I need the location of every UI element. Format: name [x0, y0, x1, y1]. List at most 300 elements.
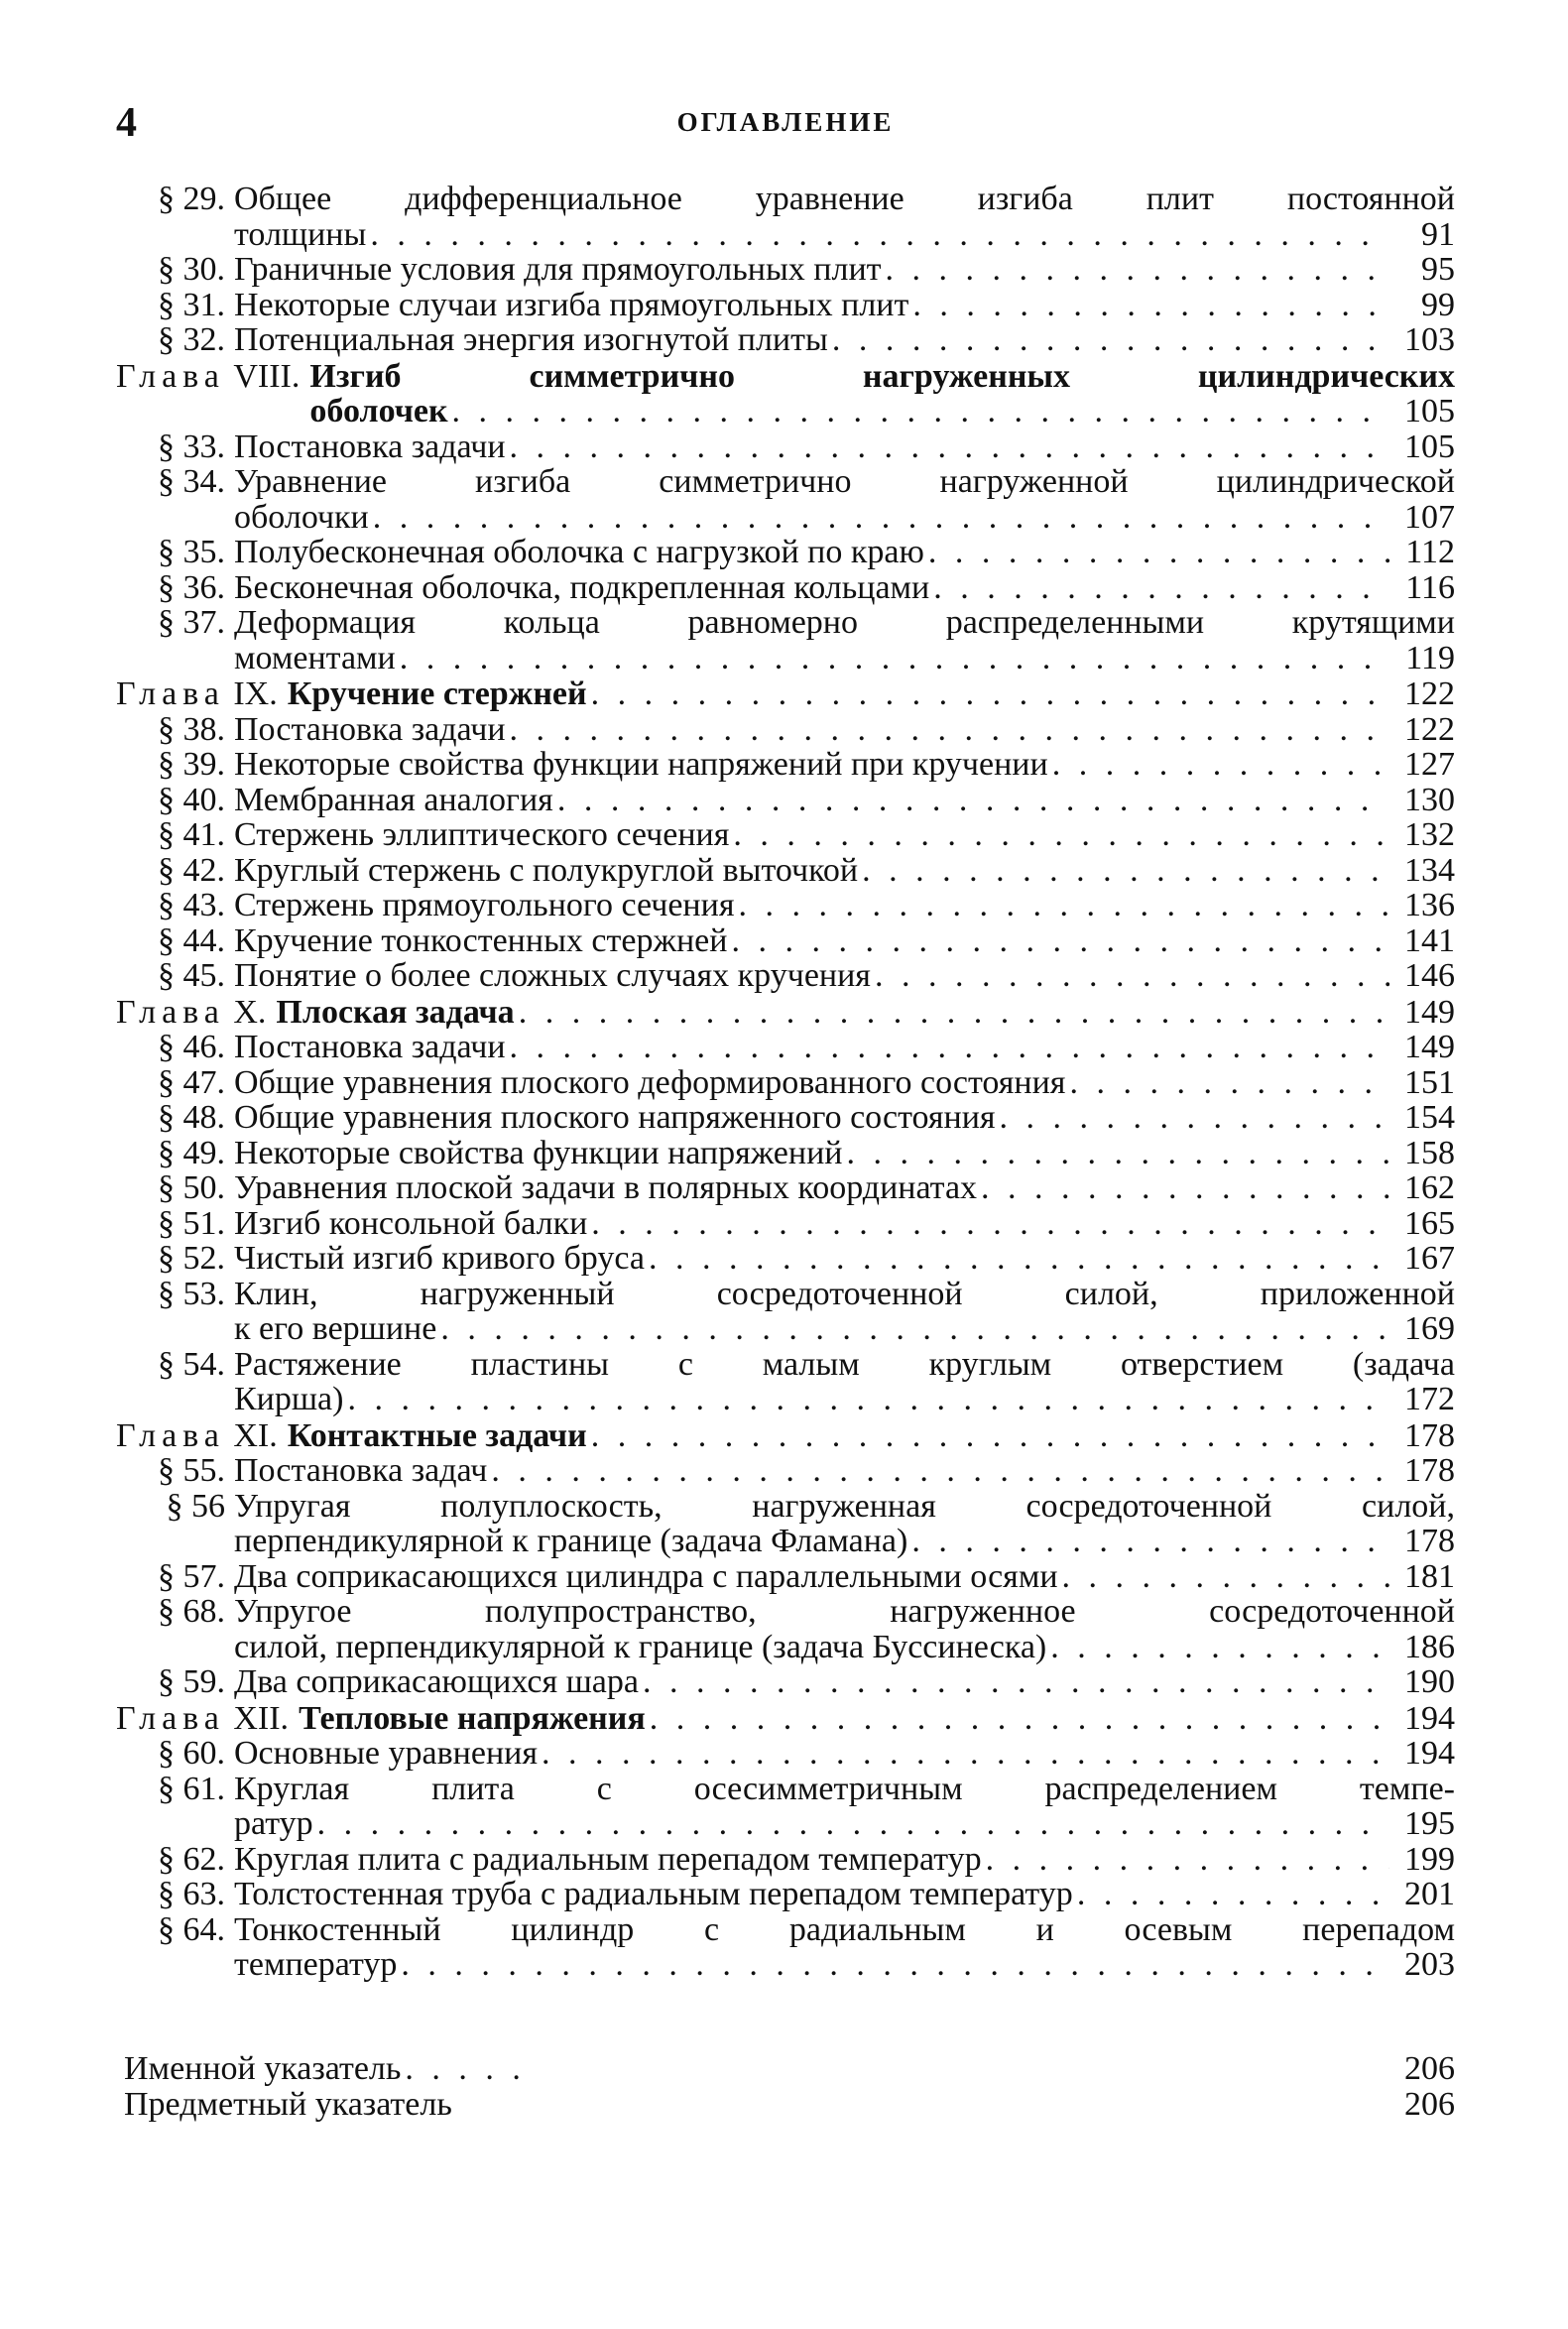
entry-title-last-line [234, 1206, 1455, 1242]
entry-title [234, 1136, 1455, 1171]
table-of-contents [116, 182, 1455, 1983]
dot-leader [912, 288, 1389, 323]
entry-title-line: Основные уравнения [234, 1735, 538, 1772]
toc-section-entry[interactable] [116, 1241, 1455, 1277]
toc-section-entry[interactable] [116, 747, 1455, 783]
toc-entry-line [116, 464, 1455, 535]
dot-leader [510, 429, 1389, 465]
entry-title [234, 1912, 1455, 1983]
entry-title-line: Изгиб консольной балки [234, 1204, 588, 1242]
entry-title-line: Контактные задачи [287, 1416, 587, 1454]
toc-entry-line [116, 1418, 1455, 1454]
dot-leader [347, 1382, 1389, 1417]
entry-title-line: толщины [234, 215, 367, 253]
entry-title [234, 853, 1455, 889]
page-ref: 206 [1404, 2050, 1455, 2087]
dot-leader [557, 783, 1389, 818]
toc-entry-line [116, 1277, 1455, 1347]
entry-title-line: Мембранная аналогия [234, 781, 553, 818]
entry-title-line: Полубесконечная оболочка с нагрузкой по краю [234, 534, 924, 570]
entry-title-line: Постановка задачи [234, 428, 506, 465]
page-header [116, 99, 1455, 149]
section-number: § 64. [158, 1910, 225, 1948]
section-number: § 29. [158, 181, 225, 217]
entry-title-line: Клин, нагруженный сосредоточенной силой, приложенной [234, 1275, 1455, 1312]
entry-title-last-line [234, 958, 1455, 994]
entry-title [234, 1772, 1455, 1842]
toc-section-entry[interactable] [116, 1736, 1455, 1772]
entry-title [234, 1594, 1455, 1664]
entry-title [288, 1418, 1455, 1454]
toc-entry-line [116, 1453, 1455, 1489]
page-ref: 158 [1404, 1134, 1455, 1171]
section-number: § 62. [158, 1840, 225, 1878]
toc-section-entry[interactable] [116, 923, 1455, 959]
entry-title [234, 1877, 1455, 1912]
toc-chapter-entry[interactable] [116, 676, 1455, 712]
dot-leader [591, 676, 1389, 712]
toc-section-entry[interactable] [116, 1065, 1455, 1101]
dot-leader [986, 1842, 1389, 1878]
page-ref: 141 [1404, 921, 1455, 959]
entry-title-last-line [234, 535, 1455, 570]
toc-section-entry[interactable] [116, 1170, 1455, 1206]
chapter-label [116, 1701, 299, 1737]
entry-title [234, 429, 1455, 465]
entry-title-line: ратур [234, 1805, 313, 1842]
toc-section-entry[interactable] [116, 958, 1455, 994]
section-number: § 43. [158, 887, 225, 923]
entry-title-last-line [234, 1170, 1455, 1206]
toc-section-entry[interactable] [116, 783, 1455, 818]
page-ref: 172 [1404, 1381, 1455, 1417]
toc-chapter-entry[interactable] [116, 1418, 1455, 1454]
page-ref: 95 [1421, 251, 1455, 288]
toc-entry-line [116, 1136, 1455, 1171]
entry-title [234, 1489, 1455, 1559]
section-number: § 30. [158, 251, 225, 288]
toc-section-entry[interactable] [116, 182, 1455, 252]
entry-title [234, 252, 1455, 288]
toc-entry-line [116, 1241, 1455, 1277]
section-number: § 49. [158, 1134, 225, 1171]
entry-title-line: Изгиб симметрично нагруженных цилиндрических [309, 357, 1455, 395]
entry-title [234, 783, 1455, 818]
dot-leader [370, 217, 1389, 253]
entry-title [234, 1100, 1455, 1136]
entry-title-line: Два соприкасающихся шара [234, 1663, 639, 1700]
page-ref: 149 [1404, 993, 1455, 1031]
section-number: § 46. [158, 1029, 225, 1065]
toc-entry-line [116, 1842, 1455, 1878]
toc-entry-line [116, 817, 1455, 853]
section-number: § 63. [158, 1876, 225, 1912]
toc-section-entry[interactable] [116, 535, 1455, 570]
page-ref: 178 [1404, 1452, 1455, 1489]
entry-title [234, 1842, 1455, 1878]
entry-title [309, 359, 1455, 429]
entry-title-line: Общие уравнения плоского деформированного состояния [234, 1063, 1066, 1101]
entry-title [234, 322, 1455, 358]
toc-entry-line [116, 1736, 1455, 1772]
section-number: § 53. [158, 1275, 225, 1312]
running-title: ОГЛАВЛЕНИЕ [676, 107, 895, 137]
page-ref: 103 [1404, 321, 1455, 358]
toc-section-entry[interactable] [116, 570, 1455, 606]
toc-section-entry[interactable] [116, 1489, 1455, 1559]
entry-title-line: Упругое полупространство, нагруженное сосредоточенной [234, 1593, 1455, 1630]
toc-entry-line [116, 535, 1455, 570]
toc-entry-line [116, 288, 1455, 323]
page-ref: 105 [1404, 393, 1455, 429]
toc-section-entry[interactable] [116, 605, 1455, 675]
toc-entry-line [116, 1206, 1455, 1242]
page-ref: 194 [1404, 1699, 1455, 1737]
section-number: § 34. [158, 463, 225, 500]
page-ref: 122 [1404, 710, 1455, 748]
page-ref: 149 [1404, 1029, 1455, 1065]
page-ref: 116 [1405, 568, 1455, 606]
toc-section-entry[interactable] [116, 1453, 1455, 1489]
toc-entry-line [116, 923, 1455, 959]
entry-title-line: силой, перпендикулярной к границе (задача Буссинеска) [234, 1628, 1047, 1665]
page-ref: 105 [1404, 428, 1455, 465]
dot-leader [1050, 1630, 1389, 1665]
entry-title-line: Два соприкасающихся цилиндра с параллельными осями [234, 1557, 1058, 1595]
dot-leader [591, 1418, 1389, 1454]
entry-title-last-line [234, 1453, 1455, 1489]
entry-title [234, 958, 1455, 994]
dot-leader [643, 1664, 1389, 1700]
entry-title-last-line [234, 712, 1455, 748]
section-number: § 33. [158, 428, 225, 465]
dot-leader [832, 322, 1389, 358]
section-number: § 40. [158, 781, 225, 818]
dot-leader [933, 570, 1389, 606]
entry-title [234, 747, 1455, 783]
toc-entry-line [116, 1559, 1455, 1595]
chapter-label [116, 359, 309, 395]
page-ref: 136 [1404, 887, 1455, 923]
toc-entry-line [116, 359, 1455, 429]
page-ref: 167 [1404, 1240, 1455, 1277]
dot-leader [452, 394, 1389, 429]
entry-title [234, 1559, 1455, 1595]
page-ref: 178 [1404, 1416, 1455, 1454]
entry-title [234, 464, 1455, 535]
page-ref: 203 [1404, 1946, 1455, 1983]
entry-title-line: Растяжение пластины с малым круглым отверстием (задача [234, 1345, 1455, 1383]
toc-entry-line [116, 570, 1455, 606]
toc-entry-line [116, 958, 1455, 994]
dot-leader [1000, 1100, 1389, 1136]
entry-title [234, 923, 1455, 959]
toc-entry-line [116, 676, 1455, 712]
entry-title-last-line [276, 995, 1455, 1031]
dot-leader [1077, 1877, 1389, 1912]
toc-entry-line [116, 712, 1455, 748]
dot-leader [846, 1136, 1389, 1171]
dot-leader [401, 1947, 1389, 1983]
toc-entry-line [116, 747, 1455, 783]
page-ref: 165 [1404, 1204, 1455, 1242]
chapter-number: VIII. [224, 357, 301, 395]
dot-leader [405, 2051, 524, 2087]
chapter-word: Глава [116, 1699, 225, 1737]
toc-section-entry[interactable] [116, 1912, 1455, 1983]
entry-title-line: Чистый изгиб кривого бруса [234, 1240, 645, 1277]
page-number: 4 [116, 100, 137, 146]
chapter-word: Глава [116, 675, 225, 712]
section-number: § 68. [158, 1593, 225, 1630]
chapter-label [116, 676, 288, 712]
toc-chapter-entry[interactable] [116, 359, 1455, 429]
entry-title-last-line [234, 1136, 1455, 1171]
entry-title-last-line [309, 394, 1455, 429]
chapter-word: Глава [116, 357, 225, 395]
index-list [124, 2051, 1455, 2123]
toc-section-entry[interactable] [116, 712, 1455, 748]
page-ref: 132 [1404, 816, 1455, 853]
entry-title [234, 1347, 1455, 1417]
toc-entry-line [116, 1912, 1455, 1983]
toc-section-entry[interactable] [116, 1559, 1455, 1595]
toc-section-entry[interactable] [116, 1206, 1455, 1242]
entry-title-line: Постановка задачи [234, 710, 506, 748]
toc-section-entry[interactable] [116, 1277, 1455, 1347]
page-ref: 178 [1404, 1523, 1455, 1559]
dot-leader [862, 853, 1389, 889]
section-number: § 35. [158, 534, 225, 570]
entry-title [234, 182, 1455, 252]
entry-title [234, 1030, 1455, 1065]
section-number: § 32. [158, 321, 225, 358]
entry-title-last-line [234, 1382, 1455, 1417]
chapter-number: X. [224, 993, 267, 1031]
entry-title-last-line [234, 1524, 1455, 1559]
dot-leader [542, 1736, 1389, 1772]
toc-section-entry[interactable] [116, 429, 1455, 465]
entry-title-last-line [234, 500, 1455, 536]
page-ref: 169 [1404, 1310, 1455, 1347]
page-ref: 162 [1404, 1169, 1455, 1206]
page-ref: 119 [1405, 639, 1455, 676]
toc-section-entry[interactable] [116, 1594, 1455, 1664]
entry-title-last-line [299, 1701, 1455, 1737]
entry-title-line: Круглая плита с осесимметричным распределением темпе- [234, 1770, 1455, 1807]
dot-leader [519, 995, 1389, 1031]
chapter-word: Глава [116, 993, 225, 1031]
toc-entry-line [116, 1100, 1455, 1136]
entry-title-line: оболочки [234, 498, 369, 536]
section-number: § 52. [158, 1240, 225, 1277]
entry-title-line: Уравнения плоской задачи в полярных координатах [234, 1169, 978, 1206]
section-number: § 45. [158, 957, 225, 994]
entry-title-line: Уравнение изгиба симметрично нагруженной цилиндрической [234, 463, 1455, 500]
page-ref: 195 [1404, 1805, 1455, 1842]
toc-chapter-entry[interactable] [116, 1701, 1455, 1737]
section-number: § 48. [158, 1099, 225, 1136]
dot-leader [317, 1806, 1389, 1842]
page-ref: 206 [1404, 2086, 1456, 2123]
page-ref: 91 [1421, 215, 1455, 253]
toc-entry-line [116, 1347, 1455, 1417]
entry-title [234, 817, 1455, 853]
dot-leader [731, 923, 1389, 959]
entry-title-line: Упругая полуплоскость, нагруженная сосредоточенной силой, [234, 1487, 1455, 1525]
page-ref: 127 [1404, 746, 1455, 783]
entry-title-line: Кручение тонкостенных стержней [234, 921, 728, 959]
entry-title-line: Общие уравнения плоского напряженного состояния [234, 1099, 996, 1136]
entry-title-last-line [234, 923, 1455, 959]
entry-title [234, 605, 1455, 675]
entry-title-last-line [234, 1877, 1455, 1912]
toc-entry-line [116, 1030, 1455, 1065]
toc-section-entry[interactable] [116, 1347, 1455, 1417]
entry-title-last-line [288, 1418, 1455, 1454]
entry-title-line: Некоторые свойства функции напряжений [234, 1134, 843, 1171]
entry-title-line: Тепловые напряжения [299, 1699, 646, 1737]
dot-leader [1062, 1559, 1389, 1595]
dot-leader [650, 1701, 1389, 1737]
entry-title-last-line [234, 252, 1455, 288]
entry-title-last-line [234, 817, 1455, 853]
entry-title-line: Стержень прямоугольного сечения [234, 887, 735, 923]
section-number: § 51. [158, 1204, 225, 1242]
toc-section-entry[interactable] [116, 1030, 1455, 1065]
page-ref: 130 [1404, 781, 1455, 818]
entry-title-last-line [234, 888, 1455, 923]
entry-title-line: Круглый стержень с полукруглой выточкой [234, 851, 859, 889]
chapter-number: XII. [224, 1699, 290, 1737]
entry-title-line: Понятие о более сложных случаях кручения [234, 957, 871, 994]
section-number: § 59. [158, 1663, 225, 1700]
toc-section-entry[interactable] [116, 322, 1455, 358]
page-ref: 107 [1404, 498, 1455, 536]
dot-leader [649, 1241, 1389, 1277]
entry-title-last-line [234, 322, 1455, 358]
entry-title-last-line [234, 747, 1455, 783]
toc-entry-line [116, 1489, 1455, 1559]
toc-section-entry[interactable] [116, 1772, 1455, 1842]
chapter-label [116, 995, 276, 1031]
page-ref: 146 [1404, 957, 1455, 994]
entry-title [234, 712, 1455, 748]
section-number: § 54. [158, 1345, 225, 1383]
section-number: § 38. [158, 710, 225, 748]
entry-title [234, 1453, 1455, 1489]
entry-title-line: оболочек [309, 393, 448, 429]
toc-entry-line [116, 1664, 1455, 1700]
entry-title-last-line [288, 676, 1455, 712]
entry-title-last-line [234, 641, 1455, 676]
page-ref: 134 [1404, 851, 1455, 889]
toc-entry-line [116, 888, 1455, 923]
entry-title [234, 1206, 1455, 1242]
section-number: § 55. [158, 1452, 225, 1489]
section-number: § 50. [158, 1169, 225, 1206]
entry-title-last-line [234, 288, 1455, 323]
dot-leader [373, 500, 1389, 536]
entry-title-last-line [234, 1559, 1455, 1595]
toc-entry-line [116, 783, 1455, 818]
section-number: § 31. [158, 286, 225, 323]
entry-title-line: перпендикулярной к границе (задача Фламана) [234, 1523, 908, 1559]
entry-title-line: Потенциальная энергия изогнутой плиты [234, 321, 828, 358]
entry-title [299, 1701, 1455, 1737]
entry-title-line: Постановка задачи [234, 1029, 506, 1065]
entry-title-line: Плоская задача [276, 993, 515, 1031]
toc-chapter-entry[interactable] [116, 995, 1455, 1031]
entry-title-last-line [234, 1030, 1455, 1065]
entry-title [234, 1736, 1455, 1772]
dot-leader [491, 1453, 1389, 1489]
toc-entry-line [116, 1065, 1455, 1101]
entry-title-last-line [234, 570, 1455, 606]
page-ref: 199 [1404, 1840, 1455, 1878]
dot-leader [886, 252, 1389, 288]
section-number: § 47. [158, 1063, 225, 1101]
index-label: Именной указатель [124, 2050, 402, 2087]
entry-title-last-line [234, 217, 1455, 253]
toc-section-entry[interactable] [116, 1100, 1455, 1136]
entry-title-line: Кручение стержней [287, 675, 587, 712]
entry-title [288, 676, 1455, 712]
chapter-word: Глава [116, 1416, 225, 1454]
toc-entry-line [116, 1772, 1455, 1842]
dot-leader [738, 888, 1389, 923]
section-number: § 60. [158, 1735, 225, 1772]
toc-section-entry[interactable] [116, 464, 1455, 535]
entry-title-line: Деформация кольца равномерно распределенными крутящими [234, 604, 1455, 641]
page-ref: 181 [1404, 1557, 1455, 1595]
index-entry[interactable] [124, 2087, 1455, 2123]
toc-section-entry[interactable] [116, 888, 1455, 923]
dot-leader [1052, 747, 1389, 783]
section-number: § 57. [158, 1557, 225, 1595]
toc-section-entry[interactable] [116, 288, 1455, 323]
dot-leader [875, 958, 1389, 994]
dot-leader [510, 1030, 1389, 1065]
section-number: § 36. [158, 568, 225, 606]
page-ref: 201 [1404, 1876, 1455, 1912]
entry-title-line: Круглая плита с радиальным перепадом температур [234, 1840, 982, 1878]
entry-title [234, 288, 1455, 323]
entry-title-last-line [234, 1842, 1455, 1878]
toc-entry-line [116, 995, 1455, 1031]
entry-title-line: Постановка задач [234, 1452, 488, 1489]
index-entry[interactable] [124, 2051, 1455, 2087]
toc-section-entry[interactable] [116, 1877, 1455, 1912]
page-ref: 99 [1421, 286, 1455, 323]
toc-section-entry[interactable] [116, 252, 1455, 288]
toc-section-entry[interactable] [116, 1136, 1455, 1171]
toc-entry-line [116, 853, 1455, 889]
entry-title-line: Толстостенная труба с радиальным перепадом температур [234, 1876, 1073, 1912]
toc-section-entry[interactable] [116, 817, 1455, 853]
toc-entry-line [116, 1594, 1455, 1664]
page-ref: 194 [1404, 1735, 1455, 1772]
entry-title-last-line [234, 429, 1455, 465]
toc-section-entry[interactable] [116, 1842, 1455, 1878]
toc-section-entry[interactable] [116, 1664, 1455, 1700]
chapter-label [116, 1418, 288, 1454]
toc-section-entry[interactable] [116, 853, 1455, 889]
entry-title [234, 1664, 1455, 1700]
toc-entry-line [116, 429, 1455, 465]
toc-entry-line [116, 182, 1455, 252]
section-number: § 39. [158, 746, 225, 783]
